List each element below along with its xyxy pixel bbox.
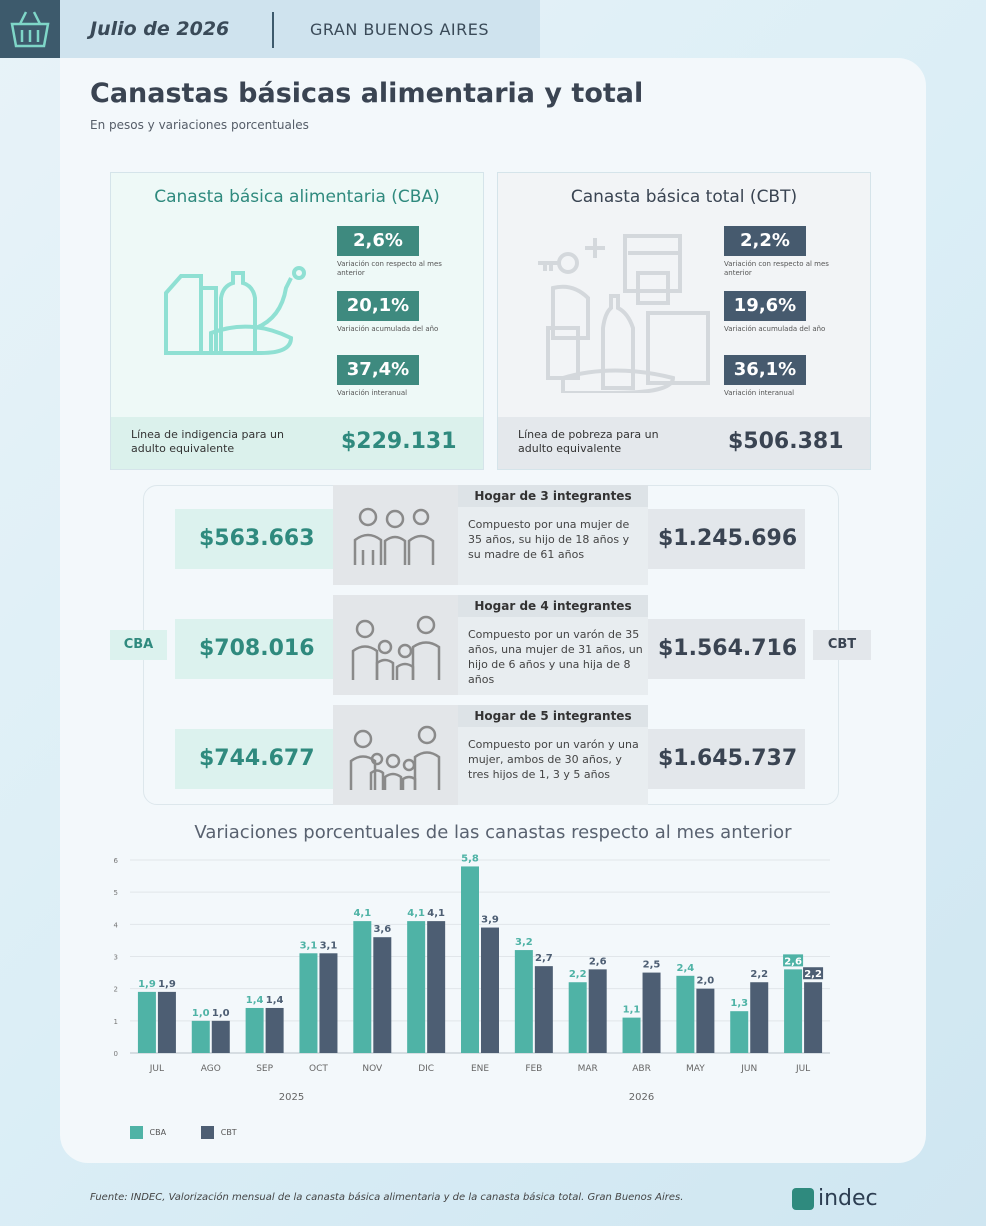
y-tick-label: 4 bbox=[113, 921, 118, 930]
bar-cba bbox=[246, 1008, 264, 1053]
data-label: 2,6 bbox=[588, 956, 607, 968]
household-title: Hogar de 4 integrantes bbox=[458, 595, 648, 617]
data-label: 2,0 bbox=[696, 975, 715, 987]
bar-cbt bbox=[266, 1008, 284, 1053]
cba-card-title: Canasta básica alimentaria (CBA) bbox=[154, 187, 440, 207]
data-label: 1,4 bbox=[265, 994, 284, 1006]
family-5-icon bbox=[333, 705, 458, 805]
bar-cba bbox=[407, 921, 425, 1053]
data-label: 2,7 bbox=[534, 953, 553, 965]
data-label: 2,4 bbox=[676, 962, 695, 974]
cba-side-label: CBA bbox=[110, 630, 167, 660]
household-desc: Compuesto por un varón de 35 años, una mujer de 31 años, un hijo de 6 años y una hija de 8 años bbox=[468, 628, 643, 686]
chart-legend bbox=[130, 1126, 237, 1139]
x-tick-label: AGO bbox=[200, 1064, 221, 1074]
cba-card bbox=[110, 172, 484, 470]
bar-cbt bbox=[535, 966, 553, 1053]
data-label: 1,9 bbox=[158, 978, 176, 990]
bar-cba bbox=[299, 953, 317, 1053]
bar-cba bbox=[353, 921, 371, 1053]
data-label: 3,1 bbox=[299, 940, 318, 952]
family-4-icon bbox=[333, 595, 458, 695]
bar-cba bbox=[730, 1011, 748, 1053]
basket-icon bbox=[0, 0, 60, 58]
household-cba-value: $744.677 bbox=[175, 729, 333, 789]
cbt-ytd-badge: 19,6% bbox=[724, 291, 806, 321]
top-bar bbox=[0, 0, 540, 58]
indec-logo bbox=[792, 1186, 878, 1211]
x-tick-label: ABR bbox=[632, 1064, 651, 1074]
bar-cbt bbox=[427, 921, 445, 1053]
bar-cbt bbox=[481, 928, 499, 1053]
cbt-ytd-label: Variación acumulada del año bbox=[724, 325, 826, 333]
legend-swatch-cba bbox=[130, 1126, 143, 1139]
data-label: 2,6 bbox=[784, 956, 802, 968]
household-card bbox=[333, 705, 648, 805]
bar-cbt bbox=[212, 1021, 230, 1053]
x-tick-label: SEP bbox=[256, 1064, 274, 1074]
bar-cbt bbox=[319, 953, 337, 1053]
bar-cba bbox=[569, 982, 587, 1053]
bar-cbt bbox=[696, 989, 714, 1053]
household-row-3 bbox=[175, 485, 805, 585]
cbt-card bbox=[497, 172, 871, 470]
data-label: 3,9 bbox=[481, 914, 499, 926]
chart-title: Variaciones porcentuales de las canastas respecto al mes anterior bbox=[194, 822, 792, 843]
poverty-line-value: $506.381 bbox=[728, 429, 844, 454]
poverty-line-label: Línea de pobreza para un adulto equivalente bbox=[518, 428, 659, 455]
legend-label-cbt: CBT bbox=[220, 1128, 237, 1137]
bar-cba bbox=[515, 950, 533, 1053]
page-title: Canastas básicas alimentaria y total bbox=[90, 78, 644, 109]
data-label: 5,8 bbox=[461, 853, 479, 865]
x-tick-label: OCT bbox=[309, 1064, 328, 1074]
data-label: 4,1 bbox=[353, 908, 372, 920]
legend-swatch-cbt bbox=[201, 1126, 214, 1139]
data-label: 1,4 bbox=[245, 994, 264, 1006]
bar-chart bbox=[100, 848, 840, 1113]
x-tick-label: NOV bbox=[362, 1064, 383, 1074]
x-tick-label: JUL bbox=[149, 1064, 165, 1074]
source-footer: Fuente: INDEC, Valorización mensual de la canasta básica alimentaria y de la canasta básica total. Gran Buenos Aires. bbox=[90, 1192, 684, 1203]
data-label: 4,1 bbox=[407, 908, 426, 920]
data-label: 2,5 bbox=[642, 959, 661, 971]
household-row-5 bbox=[175, 705, 805, 805]
bar-cba bbox=[461, 866, 479, 1053]
cbt-side-label: CBT bbox=[813, 630, 871, 660]
data-label: 3,6 bbox=[373, 924, 392, 936]
data-label: 1,1 bbox=[622, 1004, 641, 1016]
food-icon bbox=[161, 258, 311, 358]
bar-cba bbox=[138, 992, 156, 1053]
data-label: 1,3 bbox=[730, 998, 749, 1010]
y-tick-label: 6 bbox=[113, 857, 118, 865]
household-desc: Compuesto por un varón y una mujer, ambos de 30 años, y tres hijos de 1, 3 y 5 años bbox=[468, 738, 639, 781]
data-label: 1,0 bbox=[211, 1007, 230, 1019]
bar-cba bbox=[192, 1021, 210, 1053]
bar-cbt bbox=[589, 969, 607, 1053]
cbt-yoy-badge: 36,1% bbox=[724, 355, 806, 385]
data-label: 1,9 bbox=[138, 978, 156, 990]
page-subtitle: En pesos y variaciones porcentuales bbox=[90, 118, 309, 132]
year-label: 2025 bbox=[278, 1092, 305, 1103]
indigence-line-label: Línea de indigencia para un adulto equivalente bbox=[131, 428, 284, 455]
cba-line-footer bbox=[111, 417, 483, 469]
cbt-card-title: Canasta básica total (CBT) bbox=[570, 187, 798, 207]
legend-label-cba: CBA bbox=[149, 1128, 167, 1137]
data-label: 3,2 bbox=[514, 937, 533, 949]
y-tick-label: 5 bbox=[113, 889, 118, 898]
year-label: 2026 bbox=[628, 1092, 655, 1103]
x-tick-label: MAR bbox=[577, 1064, 598, 1074]
x-tick-label: MAY bbox=[686, 1064, 705, 1074]
cbt-monthly-label: Variación con respecto al mes anterior bbox=[724, 260, 829, 277]
household-card bbox=[333, 485, 648, 585]
household-cbt-value: $1.645.737 bbox=[648, 729, 805, 789]
household-cbt-value: $1.245.696 bbox=[648, 509, 805, 569]
bar-cbt bbox=[750, 982, 768, 1053]
x-tick-label: DIC bbox=[418, 1064, 435, 1074]
household-card bbox=[333, 595, 648, 695]
cbt-line-footer bbox=[498, 417, 870, 469]
cbt-yoy-label: Variación interanual bbox=[724, 389, 795, 397]
y-tick-label: 3 bbox=[113, 953, 118, 962]
bar-cba bbox=[623, 1018, 641, 1053]
region-label: GRAN BUENOS AIRES bbox=[310, 20, 490, 39]
x-tick-label: FEB bbox=[525, 1064, 543, 1074]
divider bbox=[272, 12, 274, 48]
bar-cba bbox=[676, 976, 694, 1053]
data-label: 2,2 bbox=[804, 969, 822, 981]
family-3-icon bbox=[333, 485, 458, 585]
cba-ytd-badge: 20,1% bbox=[337, 291, 419, 321]
household-cba-value: $708.016 bbox=[175, 619, 333, 679]
data-label: 1,0 bbox=[191, 1007, 210, 1019]
data-label: 2,2 bbox=[750, 969, 769, 981]
x-tick-label: JUN bbox=[741, 1064, 758, 1074]
household-desc: Compuesto por una mujer de 35 años, su hijo de 18 años y su madre de 61 años bbox=[468, 518, 630, 561]
cba-ytd-label: Variación acumulada del año bbox=[337, 325, 439, 333]
household-title: Hogar de 3 integrantes bbox=[458, 485, 648, 507]
cba-yoy-badge: 37,4% bbox=[337, 355, 419, 385]
x-tick-label: JUL bbox=[795, 1064, 811, 1074]
household-title: Hogar de 5 integrantes bbox=[458, 705, 648, 727]
y-tick-label: 2 bbox=[113, 985, 118, 994]
y-tick-label: 0 bbox=[113, 1050, 118, 1058]
cba-yoy-label: Variación interanual bbox=[337, 389, 408, 397]
bar-cbt bbox=[158, 992, 176, 1053]
indec-logo-icon bbox=[792, 1188, 814, 1210]
cba-monthly-label: Variación con respecto al mes anterior bbox=[337, 260, 442, 277]
indec-logo-text: indec bbox=[818, 1186, 878, 1211]
bar-cba bbox=[784, 969, 802, 1053]
bar-cbt bbox=[804, 982, 822, 1053]
y-tick-label: 1 bbox=[113, 1017, 118, 1026]
data-label: 4,1 bbox=[427, 908, 446, 920]
cba-monthly-badge: 2,6% bbox=[337, 226, 419, 256]
bar-cbt bbox=[643, 973, 661, 1053]
household-cba-value: $563.663 bbox=[175, 509, 333, 569]
data-label: 3,1 bbox=[319, 940, 338, 952]
data-label: 2,2 bbox=[568, 969, 587, 981]
household-row-4 bbox=[175, 595, 805, 695]
report-date: Julio de 2026 bbox=[90, 18, 230, 40]
indigence-line-value: $229.131 bbox=[341, 429, 457, 454]
x-tick-label: ENE bbox=[470, 1064, 490, 1074]
household-cbt-value: $1.564.716 bbox=[648, 619, 805, 679]
cbt-monthly-badge: 2,2% bbox=[724, 226, 806, 256]
bar-cbt bbox=[373, 937, 391, 1053]
goods-icon bbox=[533, 228, 713, 393]
